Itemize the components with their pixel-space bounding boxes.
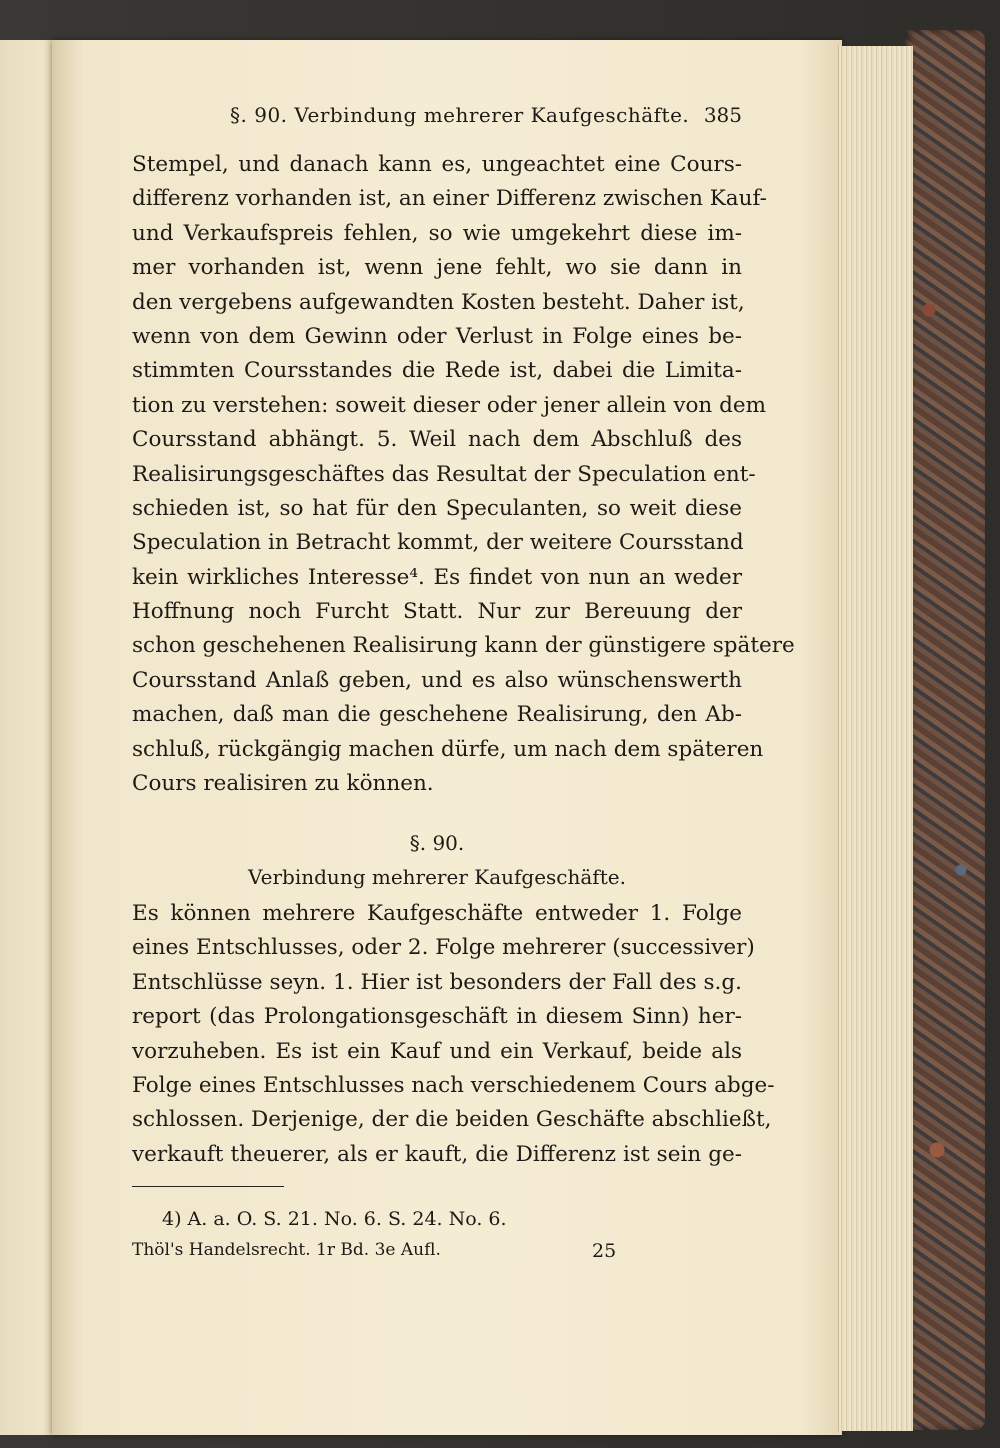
page-number: 385 — [703, 103, 742, 127]
text-line: und Verkaufspreis fehlen, so wie umgekehrt diese im- — [132, 220, 742, 246]
signature-title: Thöl's Handelsrecht. 1r Bd. 3e Aufl. — [132, 1240, 441, 1260]
footnote: 4) A. a. O. S. 21. No. 6. S. 24. No. 6. — [162, 1208, 507, 1230]
text-line: schieden ist, so hat für den Speculanten, so weit diese — [132, 495, 742, 521]
text-line: schluß, rückgängig machen dürfe, um nach dem späteren — [132, 736, 764, 762]
signature-number: 25 — [592, 1240, 617, 1262]
running-head-title: §. 90. Verbindung mehrerer Kaufgeschäfte. — [230, 103, 690, 127]
text-line: Coursstand Anlaß geben, und es also wünschenswerth — [132, 667, 742, 693]
section-number: §. 90. — [409, 831, 465, 855]
text-line: schlossen. Derjenige, der die beiden Geschäfte abschließt, — [132, 1107, 772, 1133]
text-line: Speculation in Betracht kommt, der weitere Coursstand — [132, 530, 744, 556]
text-line: tion zu verstehen: soweit dieser oder jener allein von dem — [132, 392, 766, 418]
text-line: Folge eines Entschlusses nach verschiedenem Cours abge- — [132, 1072, 775, 1098]
text-line: stimmten Coursstandes die Rede ist, dabei die Limita- — [132, 358, 742, 384]
text-line: kein wirkliches Interesse⁴. Es findet von nun an weder — [132, 564, 742, 590]
text-line: Hoffnung noch Furcht Statt. Nur zur Bereuung der — [132, 599, 742, 625]
footnote-rule — [132, 1186, 284, 1187]
facing-page-edge — [0, 40, 60, 1435]
page-block-edges — [838, 46, 913, 1431]
text-line: machen, daß man die geschehene Realisirung, den Ab- — [132, 702, 742, 728]
text-line: wenn von dem Gewinn oder Verlust in Folge eines be- — [132, 323, 742, 349]
marbled-cover-board — [905, 30, 985, 1430]
text-line: schon geschehenen Realisirung kann der günstigere spätere — [132, 633, 795, 659]
text-line: Es können mehrere Kaufgeschäfte entweder 1. Folge — [132, 901, 742, 926]
text-line: den vergebens aufgewandten Kosten besteht. Daher ist, — [132, 289, 745, 315]
text-line: verkauft theuerer, als er kauft, die Differenz ist sein ge- — [132, 1141, 742, 1167]
text-line: mer vorhanden ist, wenn jene fehlt, wo sie dann in — [132, 255, 742, 281]
text-line: Entschlüsse seyn. 1. Hier ist besonders der Fall des s.g. — [132, 969, 742, 995]
paragraph-2 — [132, 897, 775, 1172]
text-line: Cours realisiren zu können. — [132, 771, 434, 797]
text-line: Realisirungsgeschäftes das Resultat der Speculation ent- — [132, 461, 756, 487]
text-line: vorzuheben. Es ist ein Kauf und ein Verkauf, beide als — [132, 1038, 742, 1064]
text-line: Stempel, und danach kann es, ungeachtet eine Cours- — [132, 152, 742, 177]
text-line: differenz vorhanden ist, an einer Differenz zwischen Kauf- — [132, 186, 767, 212]
section-title: Verbindung mehrerer Kaufgeschäfte. — [248, 865, 626, 889]
text-line: report (das Prolongationsgeschäft in diesem Sinn) her- — [132, 1004, 742, 1030]
text-line: eines Entschlusses, oder 2. Folge mehrerer (successiver) — [132, 935, 755, 961]
text-line: Coursstand abhängt. 5. Weil nach dem Abschluß des — [132, 427, 742, 453]
running-head — [132, 100, 742, 130]
paragraph-1 — [132, 148, 795, 801]
section-heading — [132, 826, 742, 894]
